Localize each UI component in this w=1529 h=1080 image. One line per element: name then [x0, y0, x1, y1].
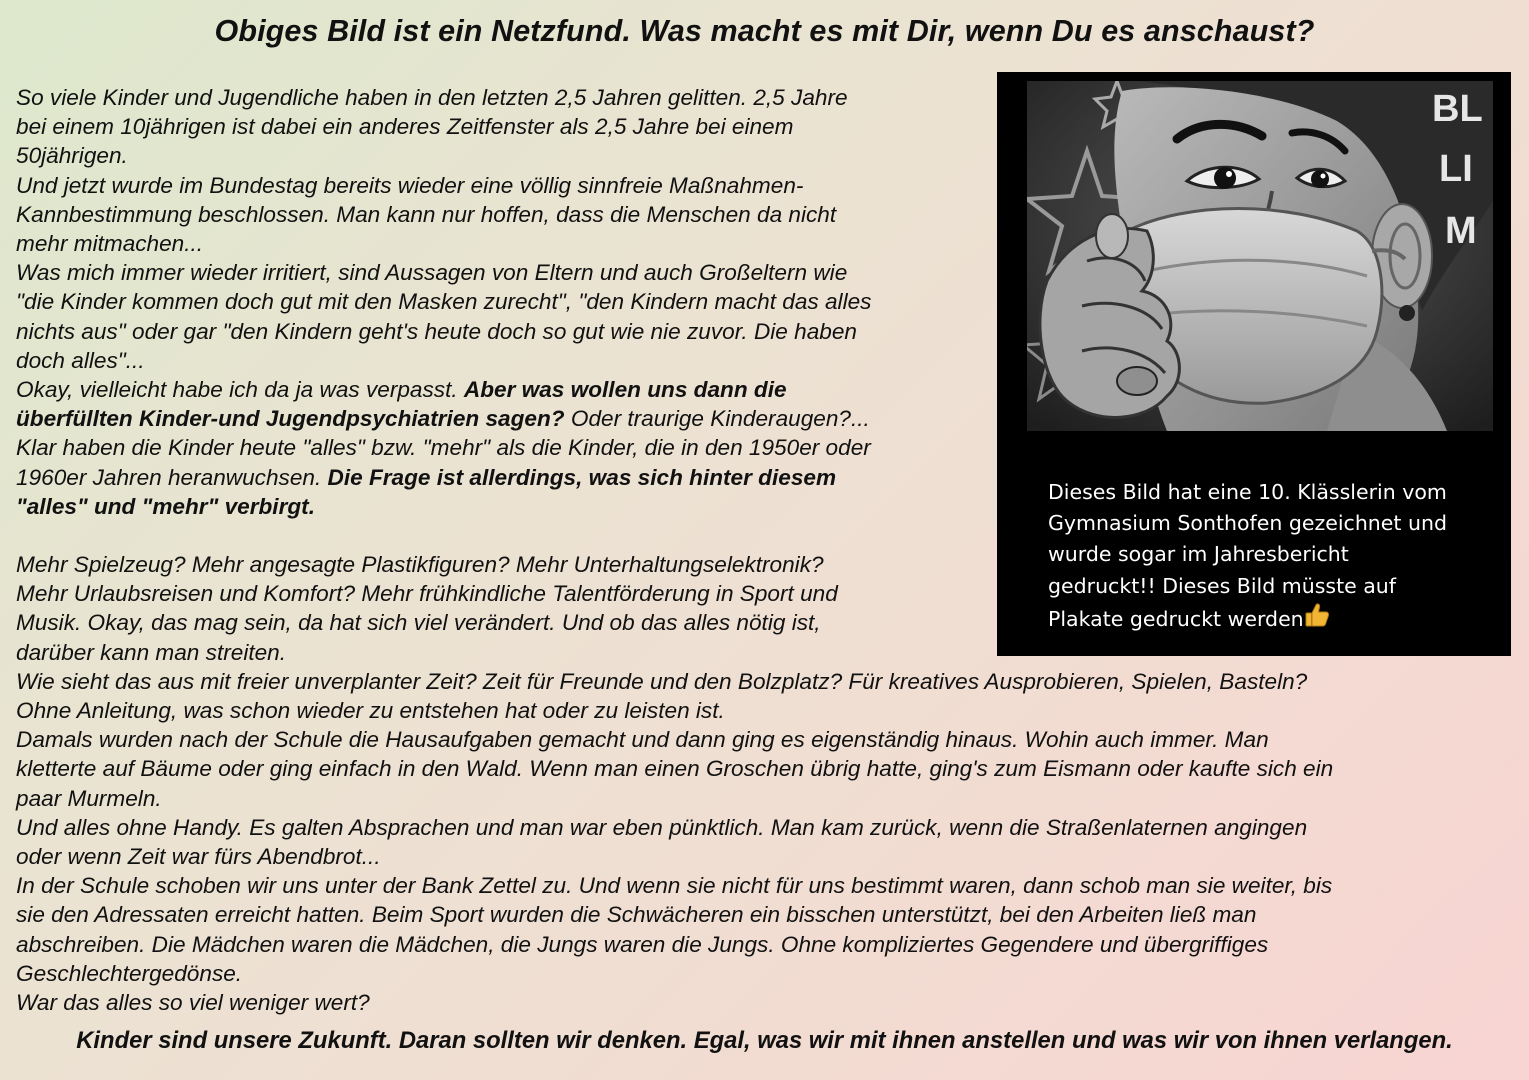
text-run: abschreiben. Die Mädchen waren die Mädchen, die Jungs waren die Jungs. Ohne kompliziertes Gegendere und übergriffiges [16, 931, 1269, 957]
text-line [16, 988, 1333, 1017]
text-run: Und alles ohne Handy. Es galten Absprachen und man war eben pünktlich. Man kam zurück, wenn die Straßenlaternen angingen [16, 814, 1308, 840]
text-run: Damals wurden nach der Schule die Hausaufgaben gemacht und dann ging es eigenständig hinaus. Wohin auch immer. Man [16, 727, 1269, 753]
text-block-upper [16, 83, 871, 521]
text-line [16, 375, 871, 404]
text-run: Geschlechtergedönse. [16, 960, 243, 986]
text-line [16, 171, 871, 200]
text-line [16, 696, 1333, 725]
text-line [16, 229, 871, 258]
text-run: 50jährigen. [16, 143, 128, 169]
text-run: nichts aus" oder gar "den Kindern geht's heute doch so gut wie nie zuvor. Die haben [16, 318, 857, 344]
text-line [16, 550, 1333, 579]
text-line [16, 317, 871, 346]
text-run: 1960er Jahren heranwuchsen. [16, 464, 328, 490]
text-line [16, 579, 1333, 608]
text-run: oder wenn Zeit war fürs Abendbrot... [16, 844, 381, 870]
text-run: bei einem 10jährigen ist dabei ein anderes Zeitfenster als 2,5 Jahre bei einem [16, 114, 794, 140]
text-run: Klar haben die Kinder heute "alles" bzw. "mehr" als die Kinder, die in den 1950er oder [16, 435, 871, 461]
text-run: mehr mitmachen... [16, 231, 204, 257]
text-line [16, 784, 1333, 813]
text-line [16, 433, 871, 462]
text-line [16, 608, 1333, 637]
text-run: paar Murmeln. [16, 785, 162, 811]
page-title: Obiges Bild ist ein Netzfund. Was macht es mit Dir, wenn Du es anschaust? [214, 14, 1315, 48]
text-run: Mehr Urlaubsreisen und Komfort? Mehr frühkindliche Talentförderung in Sport und [16, 581, 838, 607]
text-run: darüber kann man streiten. [16, 639, 287, 665]
text-line [16, 871, 1333, 900]
text-line [16, 754, 1333, 783]
text-run: Oder traurige Kinderaugen?... [564, 406, 870, 432]
text-line [16, 346, 871, 375]
text-line [16, 959, 1333, 988]
caption-line: gedruckt!! Dieses Bild müsste auf [1048, 573, 1397, 598]
text-run: War das alles so viel weniger wert? [16, 990, 370, 1016]
text-line [16, 287, 871, 316]
emphasized-text: "alles" und "mehr" verbirgt. [16, 493, 315, 519]
text-run: Und jetzt wurde im Bundestag bereits wieder eine völlig sinnfreie Maßnahmen- [16, 172, 804, 198]
text-run: doch alles"... [16, 347, 145, 373]
text-line [16, 638, 1333, 667]
text-run: Mehr Spielzeug? Mehr angesagte Plastikfiguren? Mehr Unterhaltungselektronik? [16, 552, 824, 577]
text-line [16, 112, 871, 141]
text-line [16, 492, 871, 521]
text-run: Musik. Okay, das mag sein, da hat sich viel verändert. Und ob das alles nötig ist, [16, 610, 821, 636]
text-run: Kannbestimmung beschlossen. Man kann nur hoffen, dass die Menschen da nicht [16, 201, 837, 227]
caption-line: Dieses Bild hat eine 10. Klässlerin vom [1048, 480, 1447, 504]
text-run: kletterte auf Bäume oder ging einfach in den Wald. Wenn man einen Groschen übrig hatte, ging's zum Eismann oder kaufte sich ein [16, 756, 1334, 782]
text-line [16, 83, 871, 112]
caption-line: wurde sogar im Jahresbericht [1048, 542, 1349, 567]
text-line [16, 930, 1333, 959]
wall-lettering-line-2: LI [1439, 148, 1473, 190]
text-line [16, 667, 1333, 696]
emphasized-text: Die Frage ist allerdings, was sich hinter diesem [327, 464, 837, 490]
masked-girl-drawing [1027, 81, 1493, 431]
text-line [16, 200, 871, 229]
text-run: Okay, vielleicht habe ich da ja was verpasst. [16, 377, 464, 403]
text-line [16, 463, 871, 492]
text-line [16, 141, 871, 170]
text-line [16, 258, 871, 287]
text-line [16, 813, 1333, 842]
text-run: Was mich immer wieder irritiert, sind Aussagen von Eltern und auch Großeltern wie [16, 260, 848, 286]
wall-lettering-line-3: M [1445, 210, 1477, 252]
text-line [16, 842, 1333, 871]
text-run: So viele Kinder und Jugendliche haben in den letzten 2,5 Jahren gelitten. 2,5 Jahre [16, 85, 848, 110]
text-run: sie den Adressaten erreicht hatten. Beim Sport wurden die Schwächeren ein bisschen unterstützt, bei den Arbeiten ließ man [16, 902, 1257, 928]
text-run: Wie sieht das aus mit freier unverplanter Zeit? Zeit für Freunde und den Bolzplatz? Für kreatives Ausprobieren, Spielen, Basteln? [16, 668, 1308, 694]
text-block-lower [16, 550, 1333, 1017]
text-run: In der Schule schoben wir uns unter der Bank Zettel zu. Und wenn sie nicht für uns bestimmt waren, dann schob man sie weiter, bis [16, 873, 1333, 899]
emphasized-text: Aber was wollen uns dann die [463, 377, 787, 403]
caption-line-text: Plakate gedruckt werden [1048, 606, 1304, 631]
closing-statement: Kinder sind unsere Zukunft. Daran sollten wir denken. Egal, was wir mit ihnen anstellen und was wir von ihnen verlangen. [76, 1027, 1453, 1054]
caption-line: Gymnasium Sonthofen gezeichnet und [1048, 511, 1447, 536]
text-line [16, 900, 1333, 929]
wall-lettering-line-1: BL [1432, 88, 1483, 130]
text-run: Ohne Anleitung, was schon wieder zu entstehen hat oder zu leisten ist. [16, 698, 725, 724]
text-run: "die Kinder kommen doch gut mit den Masken zurecht", "den Kindern macht das alles [16, 289, 872, 315]
emphasized-text: überfüllten Kinder-und Jugendpsychiatrien sagen? [16, 406, 565, 432]
text-line [16, 404, 871, 433]
text-line [16, 725, 1333, 754]
